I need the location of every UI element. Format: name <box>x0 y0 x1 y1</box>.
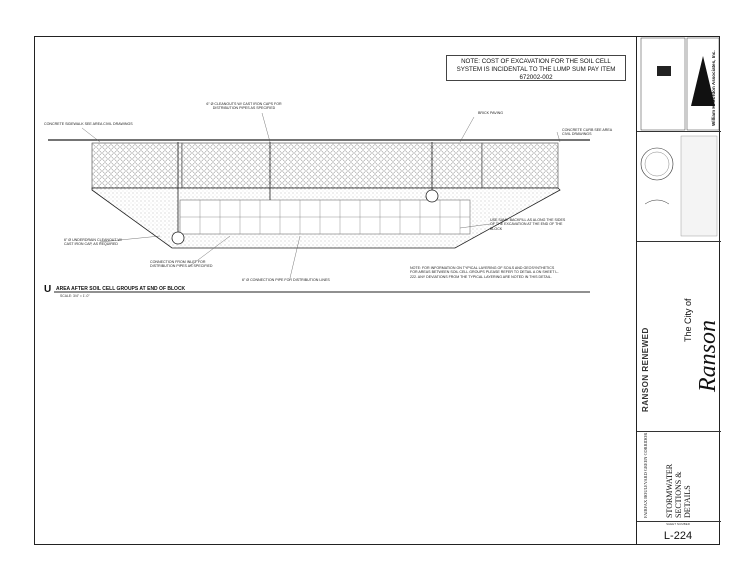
sheet-number-label: SHEET NUMBER <box>666 522 690 526</box>
label-connection-pipe: 6" Ø CONNECTION PIPE FOR DISTRIBUTION LINES <box>242 278 330 282</box>
firm-logo-icon <box>637 36 721 132</box>
sheet-title-block <box>637 432 721 522</box>
detail-letter: U <box>44 284 52 295</box>
sheet-number: L-224 <box>663 530 693 542</box>
city-of-label: The City of <box>683 298 693 342</box>
label-concrete-curb: CONCRETE CURB SEE AREA CIVIL DRAWINGS <box>562 128 612 137</box>
label-cleanout-caps: 6" Ø CLEANOUTS W/ CAST IRON CAPS FOR DISTRIBUTION PIPES AS SPECIFIED <box>206 102 282 111</box>
detail-title: AREA AFTER SOIL CELL GROUPS AT END OF BLOCK <box>56 286 186 292</box>
project-name: FAIRFAX BOULEVARD GREEN CORRIDOR <box>643 432 648 518</box>
seal-block <box>637 132 721 242</box>
label-brick-paving: BRICK PAVING <box>478 111 504 115</box>
project-logo: RANSON RENEWED <box>641 327 650 412</box>
label-backfill: USE SAME BACKFILL AS ALONG THE SIDES OF THE EXCAVATION AT THE END OF THE BLOCK <box>490 218 566 231</box>
label-concrete-sidewalk: CONCRETE SIDEWALK SEE AREA CIVIL DRAWINGS <box>44 122 133 126</box>
professional-seal-icon <box>637 132 721 242</box>
excavation-cost-note: NOTE: COST OF EXCAVATION FOR THE SOIL CELL SYSTEM IS INCIDENTAL TO THE LUMP SUM PAY ITEM 672002-002 <box>446 55 626 81</box>
label-layering-note: NOTE: FOR INFORMATION ON TYPICAL LAYERING OF SOILS AND GEOSYNTHETICS FOR AREAS BETWEEN SOIL CELL GROUPS PLEASE REFER TO DETAIL A ON SHEET L-222. ANY DEVIATIONS FROM THE TYPICAL LAYERING ARE NOTED IN THIS DETAIL. <box>410 266 559 279</box>
client-block <box>637 242 721 432</box>
title-block <box>636 36 720 545</box>
detail-scale: SCALE: 3/4" = 1'-0" <box>60 294 90 298</box>
label-connection-inlet: CONNECTION FROM INLET FOR DISTRIBUTION PIPES AS SPECIFIED <box>150 260 213 269</box>
firm-name: William H. Gordon Associates, Inc. <box>711 50 716 126</box>
firm-block <box>637 36 721 132</box>
sheet-title: STORMWATER SECTIONS & DETAILS <box>665 463 692 518</box>
city-name: Ranson <box>695 320 721 392</box>
label-underdrain-cleanout: 6" Ø UNDERDRAIN CLEANOUT W/ CAST IRON CAP, AS REQUIRED <box>64 238 122 247</box>
